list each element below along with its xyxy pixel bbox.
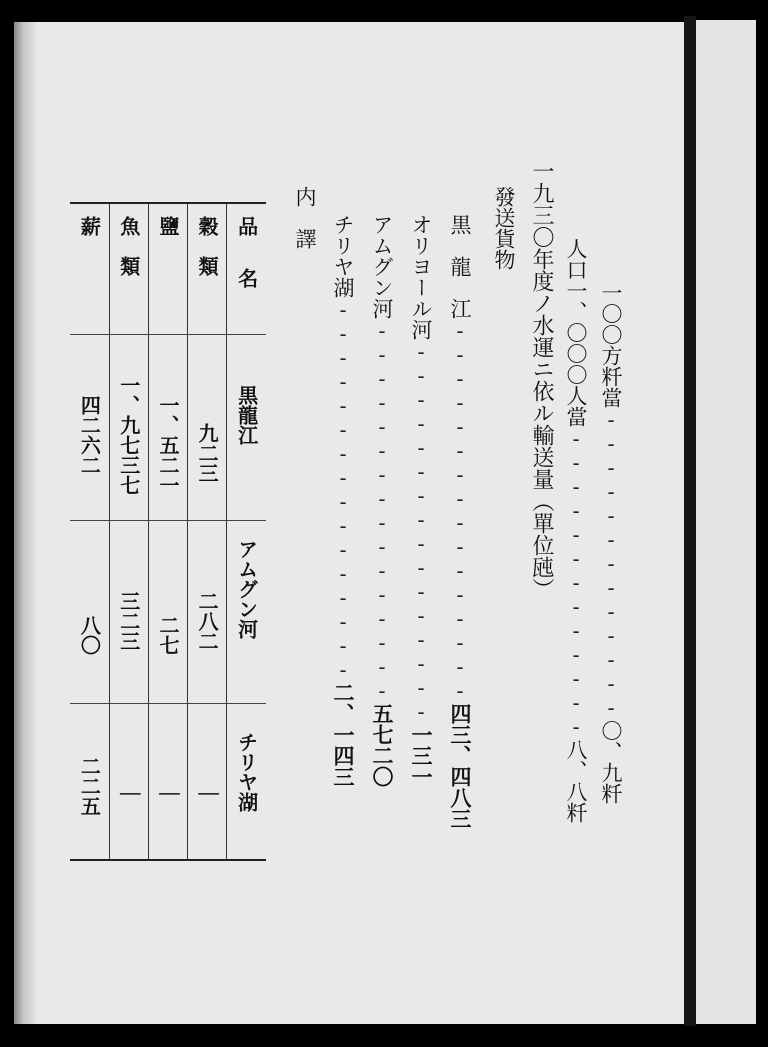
table-cell (109, 203, 148, 335)
adjacent-page-edge (696, 20, 756, 1024)
table-row (70, 521, 266, 704)
breakdown-table (70, 202, 266, 861)
column-header-chlya: チリヤ湖 (234, 732, 259, 812)
river-value: 一三一 (409, 724, 434, 787)
density-area-line: 一〇〇方粁當‐‐‐‐‐‐‐‐‐‐‐‐‐〇、九粁 (599, 282, 623, 804)
table-cell: 九二三 (188, 335, 227, 521)
table-cell (188, 203, 227, 335)
table-cell: ｜ (148, 704, 187, 861)
density-population-line: 人口一、〇〇〇人當‐‐‐‐‐‐‐‐‐‐‐‐‐八、八粁 (564, 238, 588, 823)
table-cell (227, 704, 266, 861)
river-value: 二、一四三 (331, 682, 356, 787)
table-cell: 二七 (148, 521, 187, 704)
density-area-value: 〇、九粁 (599, 720, 623, 804)
table-cell: ｜ (188, 704, 227, 861)
column-header-item: 品 名 (234, 216, 259, 294)
book-spine (684, 16, 696, 1026)
table-cell: 一、九七三七 (109, 335, 148, 521)
river-line-oryol: オリヨール河‐‐‐‐‐‐‐‐‐‐‐‐‐‐‐‐一三一 (409, 214, 434, 787)
column-header-amgun: アムグン河 (234, 539, 259, 639)
river-name: アムグン河 (370, 214, 394, 319)
river-value: 四三、四八三 (448, 703, 473, 829)
river-line-chlya: チリヤ湖‐‐‐‐‐‐‐‐‐‐‐‐‐‐‐‐二、一四三 (331, 214, 356, 787)
table-cell: 四二六二 (70, 335, 109, 521)
sub-heading: 發送貨物 (492, 186, 516, 270)
breakdown-label: 内 譯 (293, 186, 317, 249)
river-value: 五七二〇 (370, 703, 395, 787)
row-name-grain: 穀 類 (195, 216, 220, 276)
column-header-amur: 黒龍江 (234, 385, 259, 445)
table-cell: 二二五 (70, 704, 109, 861)
row-name-firewood: 薪 (77, 216, 102, 236)
table-cell: 三二三 (109, 521, 148, 704)
table-cell (227, 335, 266, 521)
river-name: オリヨール河 (409, 214, 433, 340)
density-population-value: 八、八粁 (564, 739, 588, 823)
table-cell: 二八二 (188, 521, 227, 704)
table-cell: 八〇 (70, 521, 109, 704)
density-population-label: 人口一、〇〇〇人當 (564, 238, 588, 427)
table-cell (148, 203, 187, 335)
river-line-amgun: アムグン河‐‐‐‐‐‐‐‐‐‐‐‐‐‐‐‐五七二〇 (370, 214, 395, 787)
section-heading: 一九三〇年度ノ水運ニ依ル輸送量（單位瓲） (529, 160, 554, 600)
river-line-amur: 黒 龍 江‐‐‐‐‐‐‐‐‐‐‐‐‐‐‐‐四三、四八三 (448, 214, 473, 829)
river-name: チリヤ湖 (331, 214, 355, 298)
row-name-salt: 鹽 (155, 216, 180, 236)
page-gutter (14, 22, 36, 1024)
table-header-row (70, 203, 266, 335)
table-cell (227, 203, 266, 335)
table-cell (227, 521, 266, 704)
river-name: 黒 龍 江 (448, 214, 472, 319)
table-row (70, 704, 266, 861)
table-row (70, 335, 266, 521)
density-area-label: 一〇〇方粁當 (599, 282, 623, 408)
table-cell: ｜ (109, 704, 148, 861)
row-name-fish: 魚 類 (116, 216, 141, 276)
table-cell: 一、五二一 (148, 335, 187, 521)
table-cell (70, 203, 109, 335)
